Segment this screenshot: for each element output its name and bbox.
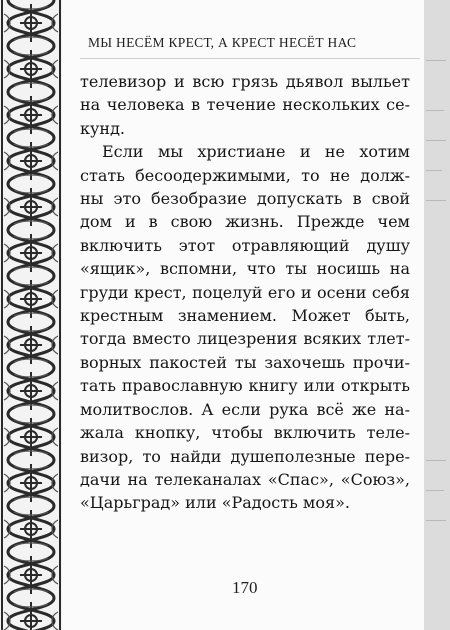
text-line: груди крест, поцелуй его и осени себя [80, 282, 410, 302]
adjacent-text-trace [426, 490, 444, 491]
running-header: МЫ НЕСЁМ КРЕСТ, А КРЕСТ НЕСЁТ НАС [88, 35, 357, 50]
body-text [80, 70, 410, 515]
text-line: дом и в свою жизнь. Прежде чем [80, 212, 410, 232]
text-line: ворных пакостей ты захочешь прочи- [80, 352, 410, 372]
header-divider [80, 58, 420, 59]
adjacent-text-trace [426, 200, 446, 201]
text-line: жала кнопку, чтобы включить теле- [80, 423, 410, 443]
text-line: Если мы христиане и не хотим [102, 142, 410, 162]
adjacent-text-trace [426, 140, 446, 141]
text-line: крестным знамением. Может быть, [80, 306, 410, 326]
page-number: 170 [232, 578, 258, 597]
text-line: молитвослов. А если рука всё же на- [80, 399, 410, 419]
adjacent-text-trace [426, 110, 444, 111]
text-line: тогда вместо лицезрения всяких тлет- [80, 329, 410, 349]
text-line: включить этот отравляющий душу [80, 235, 410, 255]
text-line: телевизор и всю грязь дьявол выльет [80, 72, 410, 91]
text-line: на человека в течение нескольких се- [80, 95, 410, 115]
adjacent-text-trace [426, 60, 446, 61]
text-line: ны это безобразие допускать в свой [80, 189, 410, 209]
text-line: кунд. [80, 118, 126, 138]
ornamental-border [0, 0, 62, 630]
text-line: стать бесоодержимыми, то не долж- [80, 165, 410, 185]
text-line: визор, то найди душеполезные пере- [80, 446, 410, 466]
adjacent-page-edge [424, 0, 450, 630]
text-line: «Царьград» или «Радость моя». [80, 493, 350, 513]
adjacent-text-trace [426, 170, 442, 171]
text-line: «ящик», вспомни, что ты носишь на [80, 259, 410, 279]
adjacent-text-trace [426, 520, 446, 521]
adjacent-text-trace [426, 460, 446, 461]
celtic-knot-border-icon [0, 0, 62, 630]
text-line: тать православную книгу или открыть [80, 376, 410, 396]
text-line: дачи на телеканалах «Спас», «Союз», [80, 469, 410, 489]
